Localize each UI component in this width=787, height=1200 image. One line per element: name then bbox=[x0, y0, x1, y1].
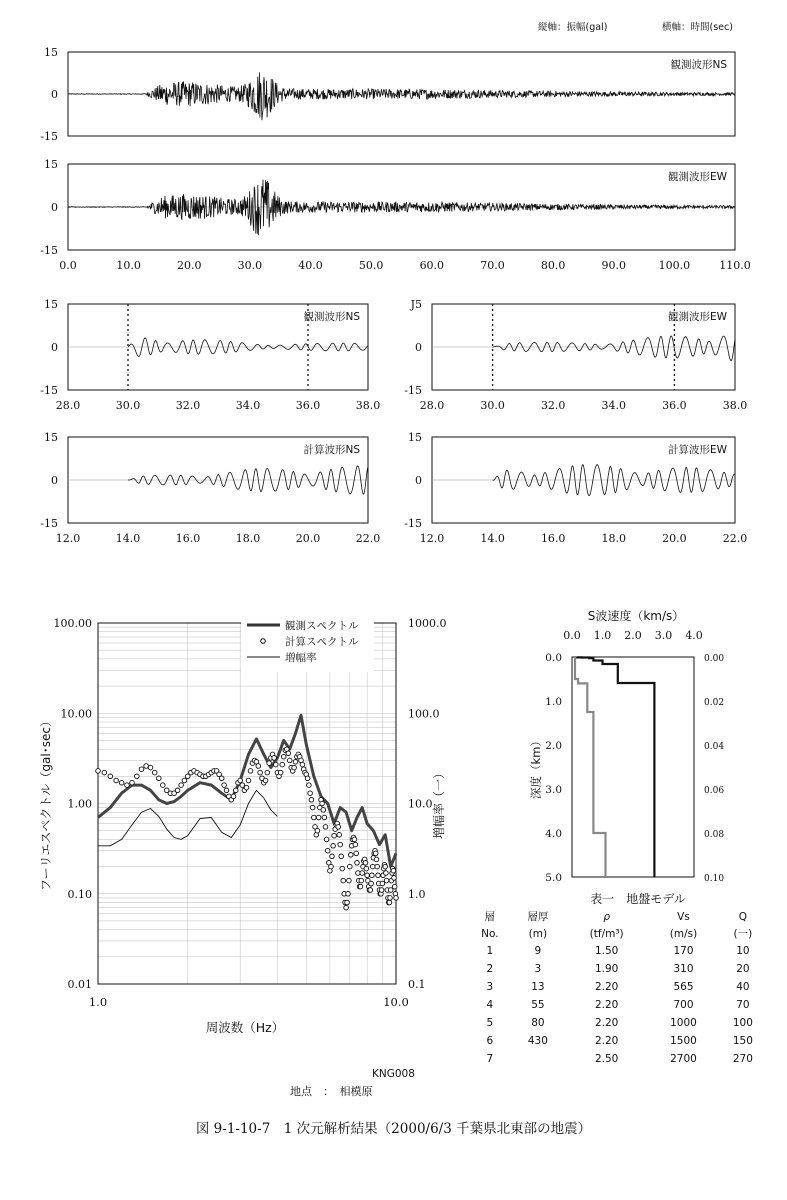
table-row bbox=[468, 1032, 768, 1050]
vs-profile-chart bbox=[529, 608, 724, 884]
calculated-spectrum-point bbox=[321, 808, 326, 813]
calculated-spectrum-point bbox=[320, 801, 325, 806]
calculated-spectrum-point bbox=[346, 892, 351, 897]
waveform-panel bbox=[40, 298, 380, 412]
table-header-cell: 層厚 bbox=[527, 911, 549, 923]
x-tick-label: 32.0 bbox=[175, 399, 201, 412]
calculated-spectrum-point bbox=[379, 888, 384, 893]
calculated-spectrum-point bbox=[352, 837, 357, 842]
waveform-panel bbox=[40, 158, 750, 272]
calculated-spectrum-point bbox=[305, 776, 310, 781]
waveform-line bbox=[493, 336, 735, 361]
calculated-spectrum-point bbox=[272, 756, 277, 761]
table-row bbox=[468, 1014, 768, 1032]
waveform-panel bbox=[404, 298, 747, 412]
calculated-spectrum-point bbox=[125, 783, 130, 788]
spectrum-y-axis-label: フーリエスペクトル（gal･sec） bbox=[39, 715, 53, 891]
vs-y2-tick-label: 0.02 bbox=[704, 698, 725, 708]
x-tick-label: 34.0 bbox=[601, 399, 627, 412]
table-row bbox=[468, 942, 768, 960]
calculated-spectrum-point bbox=[330, 854, 335, 859]
table-header-cell: 層 bbox=[484, 911, 496, 923]
vs-x-tick-label: 4.0 bbox=[685, 629, 703, 642]
table-header-cell: ρ bbox=[603, 910, 610, 923]
y2-tick-label: 10.0 bbox=[408, 797, 433, 811]
waveform-line bbox=[68, 180, 735, 236]
figure-caption: 図 9-1-10-7 1 次元解析結果（2000/6/3 千葉県北東部の地震） bbox=[195, 1121, 592, 1137]
x-tick-label: 36.0 bbox=[295, 399, 321, 412]
waveform-panels bbox=[40, 46, 750, 545]
calculated-spectrum-point bbox=[337, 833, 342, 838]
y-tick-label: 0.10 bbox=[67, 887, 92, 901]
calculated-spectrum-point bbox=[344, 905, 349, 910]
table-cell: 20 bbox=[736, 963, 750, 975]
calculated-spectrum-point bbox=[231, 794, 236, 799]
calculated-spectrum-point bbox=[267, 761, 272, 766]
x-tick-label: 14.0 bbox=[480, 532, 505, 545]
vs-y-tick-label: 2.0 bbox=[545, 740, 562, 752]
calculated-spectrum-point bbox=[300, 762, 305, 767]
x-tick-label: 36.0 bbox=[662, 399, 687, 412]
x-tick-label: 28.0 bbox=[419, 399, 445, 412]
calculated-spectrum-point bbox=[375, 864, 380, 869]
vs-y-tick-label: 4.0 bbox=[545, 828, 562, 840]
y-tick-label: 0 bbox=[51, 474, 58, 487]
table-row bbox=[468, 978, 768, 996]
calculated-spectrum-point bbox=[322, 815, 327, 820]
calculated-spectrum-point bbox=[359, 878, 364, 883]
calculated-spectrum-point bbox=[341, 878, 346, 883]
calculated-spectrum-point bbox=[278, 770, 283, 775]
table-cell: 7 bbox=[486, 1053, 494, 1065]
y-tick-label: J5 bbox=[410, 298, 422, 311]
y-tick-label: 0 bbox=[415, 341, 422, 354]
vs-plot-frame bbox=[572, 657, 694, 877]
table-header-cell: Vs bbox=[677, 910, 690, 923]
x-tick-label: 22.0 bbox=[355, 532, 381, 545]
vs-x-tick-label: 2.0 bbox=[624, 629, 642, 642]
calculated-spectrum-point bbox=[349, 853, 354, 858]
x-tick-label: 34.0 bbox=[235, 399, 261, 412]
x-tick-label: 14.0 bbox=[115, 532, 141, 545]
y-tick-label: -15 bbox=[40, 244, 58, 257]
waveform-line bbox=[68, 72, 735, 120]
y-tick-label: 15 bbox=[408, 431, 422, 444]
x-tick-label: 70.0 bbox=[480, 259, 505, 272]
table-cell: 6 bbox=[486, 1035, 494, 1047]
vs-y2-tick-label: 0.10 bbox=[704, 874, 725, 884]
calculated-spectrum-point bbox=[332, 833, 337, 838]
spectrum-series bbox=[96, 715, 399, 910]
y2-tick-label: 1.0 bbox=[408, 887, 426, 901]
x-tick-label: 32.0 bbox=[540, 399, 566, 412]
calculated-spectrum-point bbox=[287, 758, 292, 763]
calculated-spectrum-point bbox=[248, 769, 253, 774]
amplification-y-axis-label: 増幅率（一） bbox=[432, 766, 446, 840]
table-header-row bbox=[468, 908, 768, 925]
calculated-spectrum-point bbox=[373, 851, 378, 856]
legend-marker-calculated bbox=[261, 639, 266, 644]
y-tick-label: 15 bbox=[44, 158, 58, 171]
waveform-panel bbox=[40, 431, 380, 545]
table-cell: 1 bbox=[486, 945, 494, 957]
calculated-spectrum-point bbox=[355, 861, 360, 866]
table-cell: 55 bbox=[531, 999, 545, 1011]
x-tick-label: 30.0 bbox=[480, 399, 505, 412]
vs-y2-tick-label: 0.00 bbox=[704, 654, 725, 664]
table-cell: 2.20 bbox=[594, 999, 619, 1011]
y2-tick-label: 100.0 bbox=[408, 707, 440, 721]
y-tick-label: 0.01 bbox=[67, 978, 92, 991]
table-body bbox=[468, 942, 768, 1068]
table-cell: 2.20 bbox=[594, 1035, 619, 1047]
calculated-spectrum-point bbox=[286, 751, 291, 756]
calculated-spectrum-point bbox=[96, 769, 101, 774]
calculated-spectrum-point bbox=[307, 783, 312, 788]
calculated-spectrum-point bbox=[345, 900, 350, 905]
y-tick-label: 0 bbox=[415, 474, 422, 487]
table-unit-row bbox=[468, 925, 768, 942]
calculated-spectrum-point bbox=[258, 770, 263, 775]
calculated-spectrum-point bbox=[308, 791, 313, 796]
vs-profile-line bbox=[577, 657, 654, 877]
calculated-spectrum-point bbox=[219, 776, 224, 781]
calculated-spectrum-point bbox=[119, 780, 124, 785]
xaxis-unit-note: 横軸：時間(sec) bbox=[662, 22, 733, 33]
table-cell: 10 bbox=[736, 945, 750, 957]
y-tick-label: 15 bbox=[44, 46, 58, 59]
calculated-spectrum-point bbox=[380, 881, 385, 886]
y-tick-label: 15 bbox=[44, 298, 58, 311]
y-tick-label: 0 bbox=[51, 88, 58, 101]
table-cell: 150 bbox=[732, 1035, 753, 1047]
calculated-spectrum-point bbox=[312, 815, 317, 820]
calculated-spectrum-point bbox=[384, 878, 389, 883]
vs-y-tick-label: 3.0 bbox=[545, 784, 562, 796]
table-cell: 13 bbox=[531, 981, 545, 993]
table-row bbox=[468, 1050, 768, 1068]
vs-y2-tick-label: 0.06 bbox=[704, 786, 725, 796]
calculated-spectrum-point bbox=[280, 762, 285, 767]
x-tick-label: 22.0 bbox=[722, 532, 748, 545]
table-cell: 2.20 bbox=[594, 981, 619, 993]
calculated-spectrum-point bbox=[135, 774, 140, 779]
calculated-spectrum-point bbox=[369, 881, 374, 886]
panel-label: 観測波形EW bbox=[667, 171, 727, 183]
x-tick-label: 1.0 bbox=[88, 995, 108, 1009]
calculated-spectrum-point bbox=[323, 825, 328, 830]
calculated-spectrum-point bbox=[325, 848, 330, 853]
calculated-spectrum-point bbox=[376, 873, 381, 878]
x-tick-label: 18.0 bbox=[235, 532, 261, 545]
table-row bbox=[468, 960, 768, 978]
table-cell: 1.50 bbox=[594, 945, 619, 957]
soil-model-table bbox=[468, 908, 768, 1068]
calculated-spectrum-point bbox=[246, 778, 251, 783]
calculated-spectrum-point bbox=[182, 778, 187, 783]
calculated-spectrum-point bbox=[238, 778, 243, 783]
x-tick-label: 28.0 bbox=[55, 399, 81, 412]
table-unit-cell: No. bbox=[481, 927, 499, 940]
table-cell: 40 bbox=[736, 981, 750, 993]
calculated-spectrum-point bbox=[293, 760, 298, 765]
y-tick-label: 100.00 bbox=[53, 617, 92, 630]
calculated-spectrum-point bbox=[388, 896, 393, 901]
calculated-spectrum-point bbox=[234, 788, 239, 793]
panel-label: 観測波形EW bbox=[667, 311, 727, 323]
soil-model-table-region bbox=[468, 890, 768, 1068]
vs-x-tick-label: 0.0 bbox=[563, 629, 581, 642]
table-unit-cell: (m) bbox=[528, 927, 548, 940]
calculated-spectrum-point bbox=[353, 842, 358, 847]
y-tick-label: -15 bbox=[40, 384, 58, 397]
table-cell: 1.90 bbox=[594, 963, 619, 975]
x-tick-label: 30.0 bbox=[115, 399, 141, 412]
calculated-spectrum-point bbox=[340, 866, 345, 871]
table-cell: 310 bbox=[673, 963, 694, 975]
calculated-spectrum-point bbox=[358, 884, 363, 889]
panel-label: 計算波形NS bbox=[303, 444, 360, 456]
x-tick-label: 20.0 bbox=[295, 532, 321, 545]
calculated-spectrum-point bbox=[392, 876, 397, 881]
calculated-spectrum-point bbox=[281, 754, 286, 759]
vs-y-tick-label: 1.0 bbox=[545, 696, 562, 708]
x-tick-label: 38.0 bbox=[722, 399, 748, 412]
vs-y2-tick-label: 0.08 bbox=[704, 830, 725, 840]
vs-series bbox=[575, 657, 654, 877]
panel-label: 観測波形NS bbox=[303, 311, 360, 323]
calculated-spectrum-point bbox=[370, 873, 375, 878]
x-tick-label: 20.0 bbox=[662, 532, 687, 545]
x-tick-label: 30.0 bbox=[237, 259, 263, 272]
calculated-spectrum-point bbox=[331, 844, 336, 849]
legend-label-amplification: 増幅率 bbox=[285, 652, 317, 664]
calculated-spectrum-point bbox=[336, 825, 341, 830]
calculated-spectrum-point bbox=[139, 767, 144, 772]
calculated-spectrum-point bbox=[175, 788, 180, 793]
spectrum-tick-labels bbox=[54, 617, 447, 1009]
vs-x-tick-label: 3.0 bbox=[654, 629, 673, 642]
y-tick-label: -15 bbox=[40, 130, 58, 143]
x-tick-label: 20.0 bbox=[177, 259, 202, 272]
vs-x-tick-label: 1.0 bbox=[593, 629, 612, 642]
vs-y-tick-label: 5.0 bbox=[545, 872, 562, 884]
station-site: 地点 ： 相模原 bbox=[290, 1085, 373, 1098]
waveform-panel bbox=[40, 46, 735, 143]
calculated-spectrum-point bbox=[224, 788, 229, 793]
table-cell: 4 bbox=[486, 999, 494, 1011]
panel-label: 計算波形EW bbox=[667, 444, 727, 456]
table-cell: 430 bbox=[527, 1035, 548, 1047]
table-header-cell: Q bbox=[738, 910, 748, 923]
calculated-spectrum-point bbox=[392, 884, 397, 889]
calculated-spectrum-point bbox=[329, 864, 334, 869]
waveform-panel bbox=[404, 431, 747, 545]
x-tick-label: 10.0 bbox=[383, 995, 409, 1009]
calculated-spectrum-point bbox=[114, 778, 119, 783]
table-cell: 700 bbox=[673, 999, 694, 1011]
table-unit-cell: (一) bbox=[733, 928, 753, 940]
calculated-spectrum-point bbox=[263, 778, 268, 783]
calculated-spectrum-point bbox=[179, 783, 184, 788]
calculated-spectrum-point bbox=[387, 900, 392, 905]
calculated-spectrum-point bbox=[383, 864, 388, 869]
x-tick-label: 50.0 bbox=[358, 259, 384, 272]
calculated-spectrum-point bbox=[309, 798, 314, 803]
x-tick-label: 12.0 bbox=[419, 532, 445, 545]
x-tick-label: 16.0 bbox=[175, 532, 201, 545]
x-tick-label: 80.0 bbox=[540, 259, 566, 272]
calculated-spectrum-point bbox=[144, 764, 149, 769]
legend-label-observed: 観測スペクトル bbox=[285, 620, 359, 632]
x-tick-label: 0.0 bbox=[59, 259, 77, 272]
y-tick-label: 0 bbox=[51, 201, 58, 214]
calculated-spectrum-point bbox=[157, 776, 162, 781]
x-tick-label: 10.0 bbox=[116, 259, 141, 272]
calculated-spectrum-point bbox=[360, 871, 365, 876]
table-cell: 2.50 bbox=[594, 1053, 619, 1065]
calculated-spectrum-point bbox=[388, 888, 393, 893]
calculated-spectrum-point bbox=[365, 873, 370, 878]
spectrum-grid bbox=[98, 623, 396, 984]
table-row bbox=[468, 996, 768, 1014]
calculated-spectrum-point bbox=[363, 861, 368, 866]
y-tick-label: 15 bbox=[44, 431, 58, 444]
y-tick-label: -15 bbox=[404, 517, 422, 530]
calculated-spectrum-point bbox=[316, 815, 321, 820]
table-cell: 565 bbox=[673, 981, 694, 993]
table-cell: 170 bbox=[673, 945, 694, 957]
calculated-spectrum-point bbox=[364, 866, 369, 871]
x-tick-label: 60.0 bbox=[419, 259, 445, 272]
calculated-spectrum-point bbox=[102, 770, 107, 775]
yaxis-unit-note: 縦軸：振幅(gal) bbox=[538, 22, 608, 33]
table-cell: 70 bbox=[736, 999, 750, 1011]
calculated-spectrum-point bbox=[274, 762, 279, 767]
calculated-spectrum-point bbox=[265, 770, 270, 775]
x-tick-label: 12.0 bbox=[55, 532, 81, 545]
y-tick-label: -15 bbox=[404, 384, 422, 397]
calculated-spectrum-point bbox=[152, 770, 157, 775]
panel-label: 観測波形NS bbox=[670, 59, 727, 71]
calculated-spectrum-point bbox=[370, 864, 375, 869]
vs-y2-tick-label: 0.04 bbox=[704, 742, 725, 752]
table-cell: 3 bbox=[534, 963, 542, 975]
calculated-spectrum-point bbox=[292, 765, 297, 770]
soil-model-table-title: 表一 地盤モデル bbox=[590, 892, 686, 906]
calculated-spectrum-point bbox=[148, 765, 153, 770]
y2-tick-label: 0.1 bbox=[408, 978, 426, 991]
spectrum-legend bbox=[241, 618, 374, 672]
legend-label-calculated: 計算スペクトル bbox=[285, 636, 359, 648]
spectrum-x-axis-label: 周波数（Hz） bbox=[205, 1020, 285, 1035]
vs-depth-axis-label: 深度（km） bbox=[529, 735, 543, 799]
calculated-spectrum-point bbox=[108, 774, 113, 779]
y-tick-label: 0 bbox=[51, 341, 58, 354]
calculated-spectrum-point bbox=[348, 864, 353, 869]
vs-profile-title: S波速度（km/s） bbox=[587, 609, 685, 623]
calculated-spectrum-point bbox=[315, 828, 320, 833]
calculated-spectrum-point bbox=[161, 783, 166, 788]
calculated-spectrum-point bbox=[130, 780, 135, 785]
table-cell: 3 bbox=[486, 981, 494, 993]
vs-y-tick-label: 0.0 bbox=[545, 652, 562, 664]
calculated-spectrum-point bbox=[374, 857, 379, 862]
calculated-spectrum-point bbox=[244, 785, 249, 790]
y-tick-label: 10.00 bbox=[60, 707, 92, 721]
table-cell: 9 bbox=[534, 945, 542, 957]
calculated-spectrum-point bbox=[347, 878, 352, 883]
calculated-spectrum-point bbox=[310, 805, 315, 810]
calculated-spectrum-point bbox=[324, 837, 329, 842]
table-unit-cell: (tf/m³) bbox=[589, 927, 624, 940]
calculated-spectrum-point bbox=[339, 854, 344, 859]
x-tick-label: 16.0 bbox=[540, 532, 566, 545]
y-tick-label: -15 bbox=[40, 517, 58, 530]
table-cell: 100 bbox=[732, 1017, 753, 1029]
y-tick-label: 1.00 bbox=[67, 797, 92, 811]
calculated-spectrum-point bbox=[384, 871, 389, 876]
x-tick-label: 110.0 bbox=[719, 259, 751, 272]
table-cell: 2 bbox=[486, 963, 494, 975]
spectrum-chart bbox=[39, 617, 447, 1098]
calculated-spectrum-point bbox=[394, 896, 399, 901]
calculated-spectrum-point bbox=[222, 783, 227, 788]
table-cell bbox=[512, 1050, 565, 1068]
x-tick-label: 100.0 bbox=[658, 259, 691, 272]
table-cell: 1000 bbox=[670, 1017, 697, 1029]
table-cell: 80 bbox=[531, 1017, 545, 1029]
table-unit-cell: (m/s) bbox=[669, 927, 698, 940]
table-cell: 2700 bbox=[670, 1053, 697, 1065]
y2-tick-label: 1000.0 bbox=[408, 617, 447, 630]
table-cell: 2.20 bbox=[594, 1017, 619, 1029]
calculated-spectrum-point bbox=[368, 888, 373, 893]
calculated-spectrum-point bbox=[391, 868, 396, 873]
station-code: KNG008 bbox=[372, 1068, 415, 1080]
calculated-spectrum-point bbox=[338, 842, 343, 847]
table-cell: 270 bbox=[732, 1053, 753, 1065]
vs-profile-gray-line bbox=[575, 657, 606, 877]
x-tick-label: 90.0 bbox=[601, 259, 626, 272]
x-tick-label: 38.0 bbox=[355, 399, 381, 412]
table-cell: 5 bbox=[486, 1017, 494, 1029]
table-cell: 1500 bbox=[670, 1035, 697, 1047]
x-tick-label: 40.0 bbox=[298, 259, 323, 272]
calculated-spectrum-point bbox=[256, 764, 261, 769]
x-tick-label: 18.0 bbox=[601, 532, 627, 545]
calculated-spectrum-point bbox=[354, 851, 359, 856]
